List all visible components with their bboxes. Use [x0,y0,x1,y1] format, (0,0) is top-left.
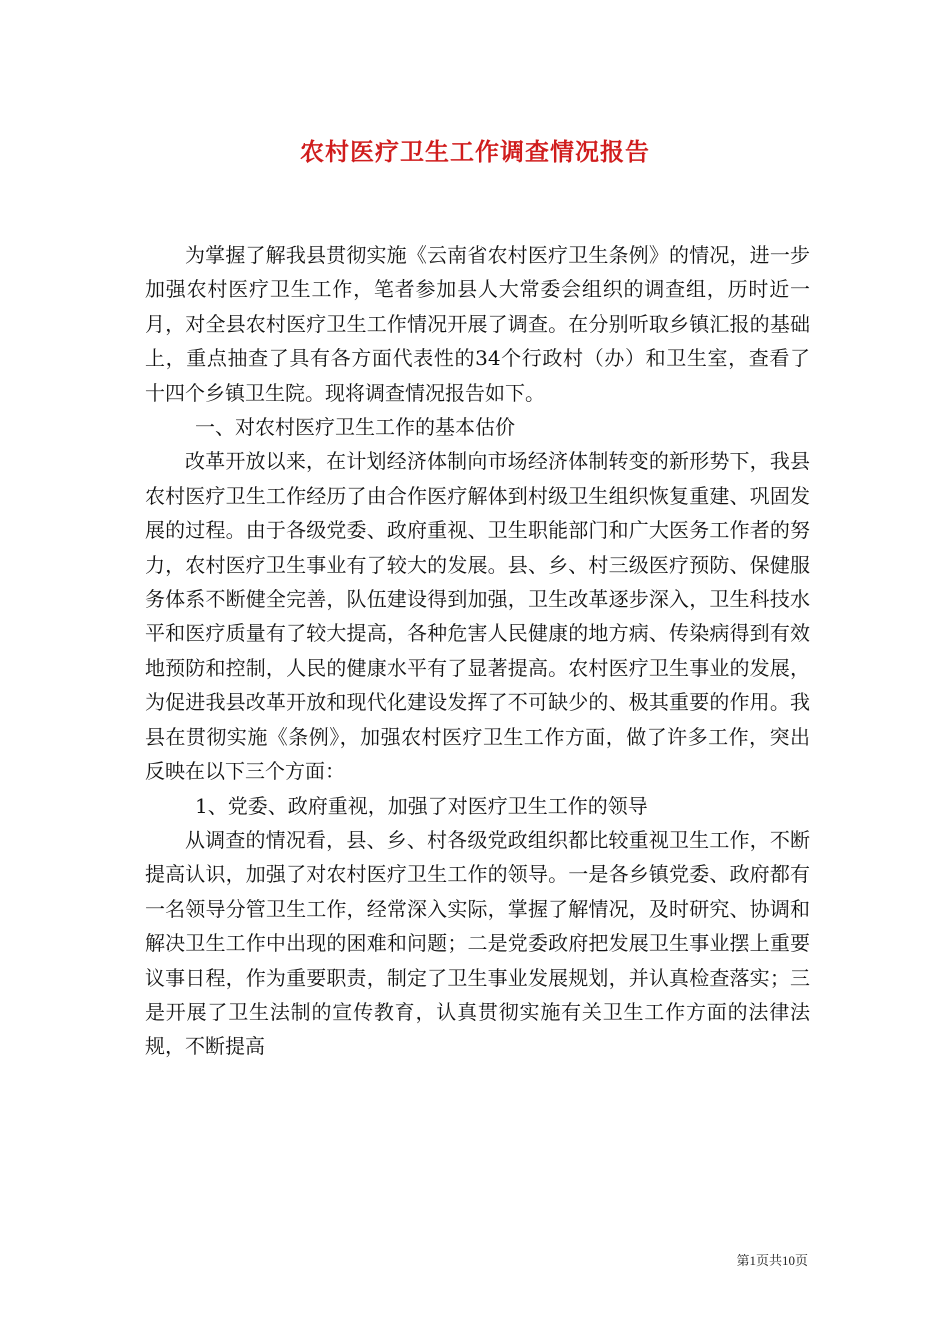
subsection-heading-1: 1、党委、政府重视，加强了对医疗卫生工作的领导 [195,793,648,818]
paragraph-overview: 改革开放以来，在计划经济体制向市场经济体制转变的新形势下，我县农村医疗卫生工作经历了由合作医疗解体到村级卫生组织恢复重建、巩固发展的过程。由于各级党委、政府重视、卫生职能部门和广大医务工作者的努力，农村医疗卫生事业有了较大的发展。县、乡、村三级医疗预防、保健服务体系不断健全完善，队伍建设得到加强，卫生改革逐步深入，卫生科技水平和医疗质量有了较大提高，各种危害人民健康的地方病、传染病得到有效地预防和控制，人民的健康水平有了显著提高。农村医疗卫生事业的发展，为促进我县改革开放和现代化建设发挥了不可缺少的、极其重要的作用。我县在贯彻实施《条例》，加强农村医疗卫生工作方面，做了许多工作，突出反映在以下三个方面： [145,449,810,784]
document-body [145,238,810,1064]
paragraph-leadership: 从调查的情况看，县、乡、村各级党政组织都比较重视卫生工作，不断提高认识，加强了对农村医疗卫生工作的领导。一是各乡镇党委、政府都有一名领导分管卫生工作，经常深入实际，掌握了解情况，及时研究、协调和解决卫生工作中出现的困难和问题；二是党委政府把发展卫生事业摆上重要议事日程，作为重要职责，制定了卫生事业发展规划，并认真检查落实；三是开展了卫生法制的宣传教育，认真贯彻实施有关卫生工作方面的法律法规，不断提高 [145,827,810,1059]
page-number-footer: 第1页共10页 [736,1253,808,1268]
document-title: 农村医疗卫生工作调查情况报告 [300,137,650,166]
paragraph-intro: 为掌握了解我县贯彻实施《云南省农村医疗卫生条例》的情况，进一步加强农村医疗卫生工作，笔者参加县人大常委会组织的调查组，历时近一月，对全县农村医疗卫生工作情况开展了调查。在分别听取乡镇汇报的基础上，重点抽查了具有各方面代表性的34个行政村（办）和卫生室，查看了十四个乡镇卫生院。现将调查情况报告如下。 [145,243,810,405]
section-heading-1: 一、对农村医疗卫生工作的基本估价 [195,415,515,440]
